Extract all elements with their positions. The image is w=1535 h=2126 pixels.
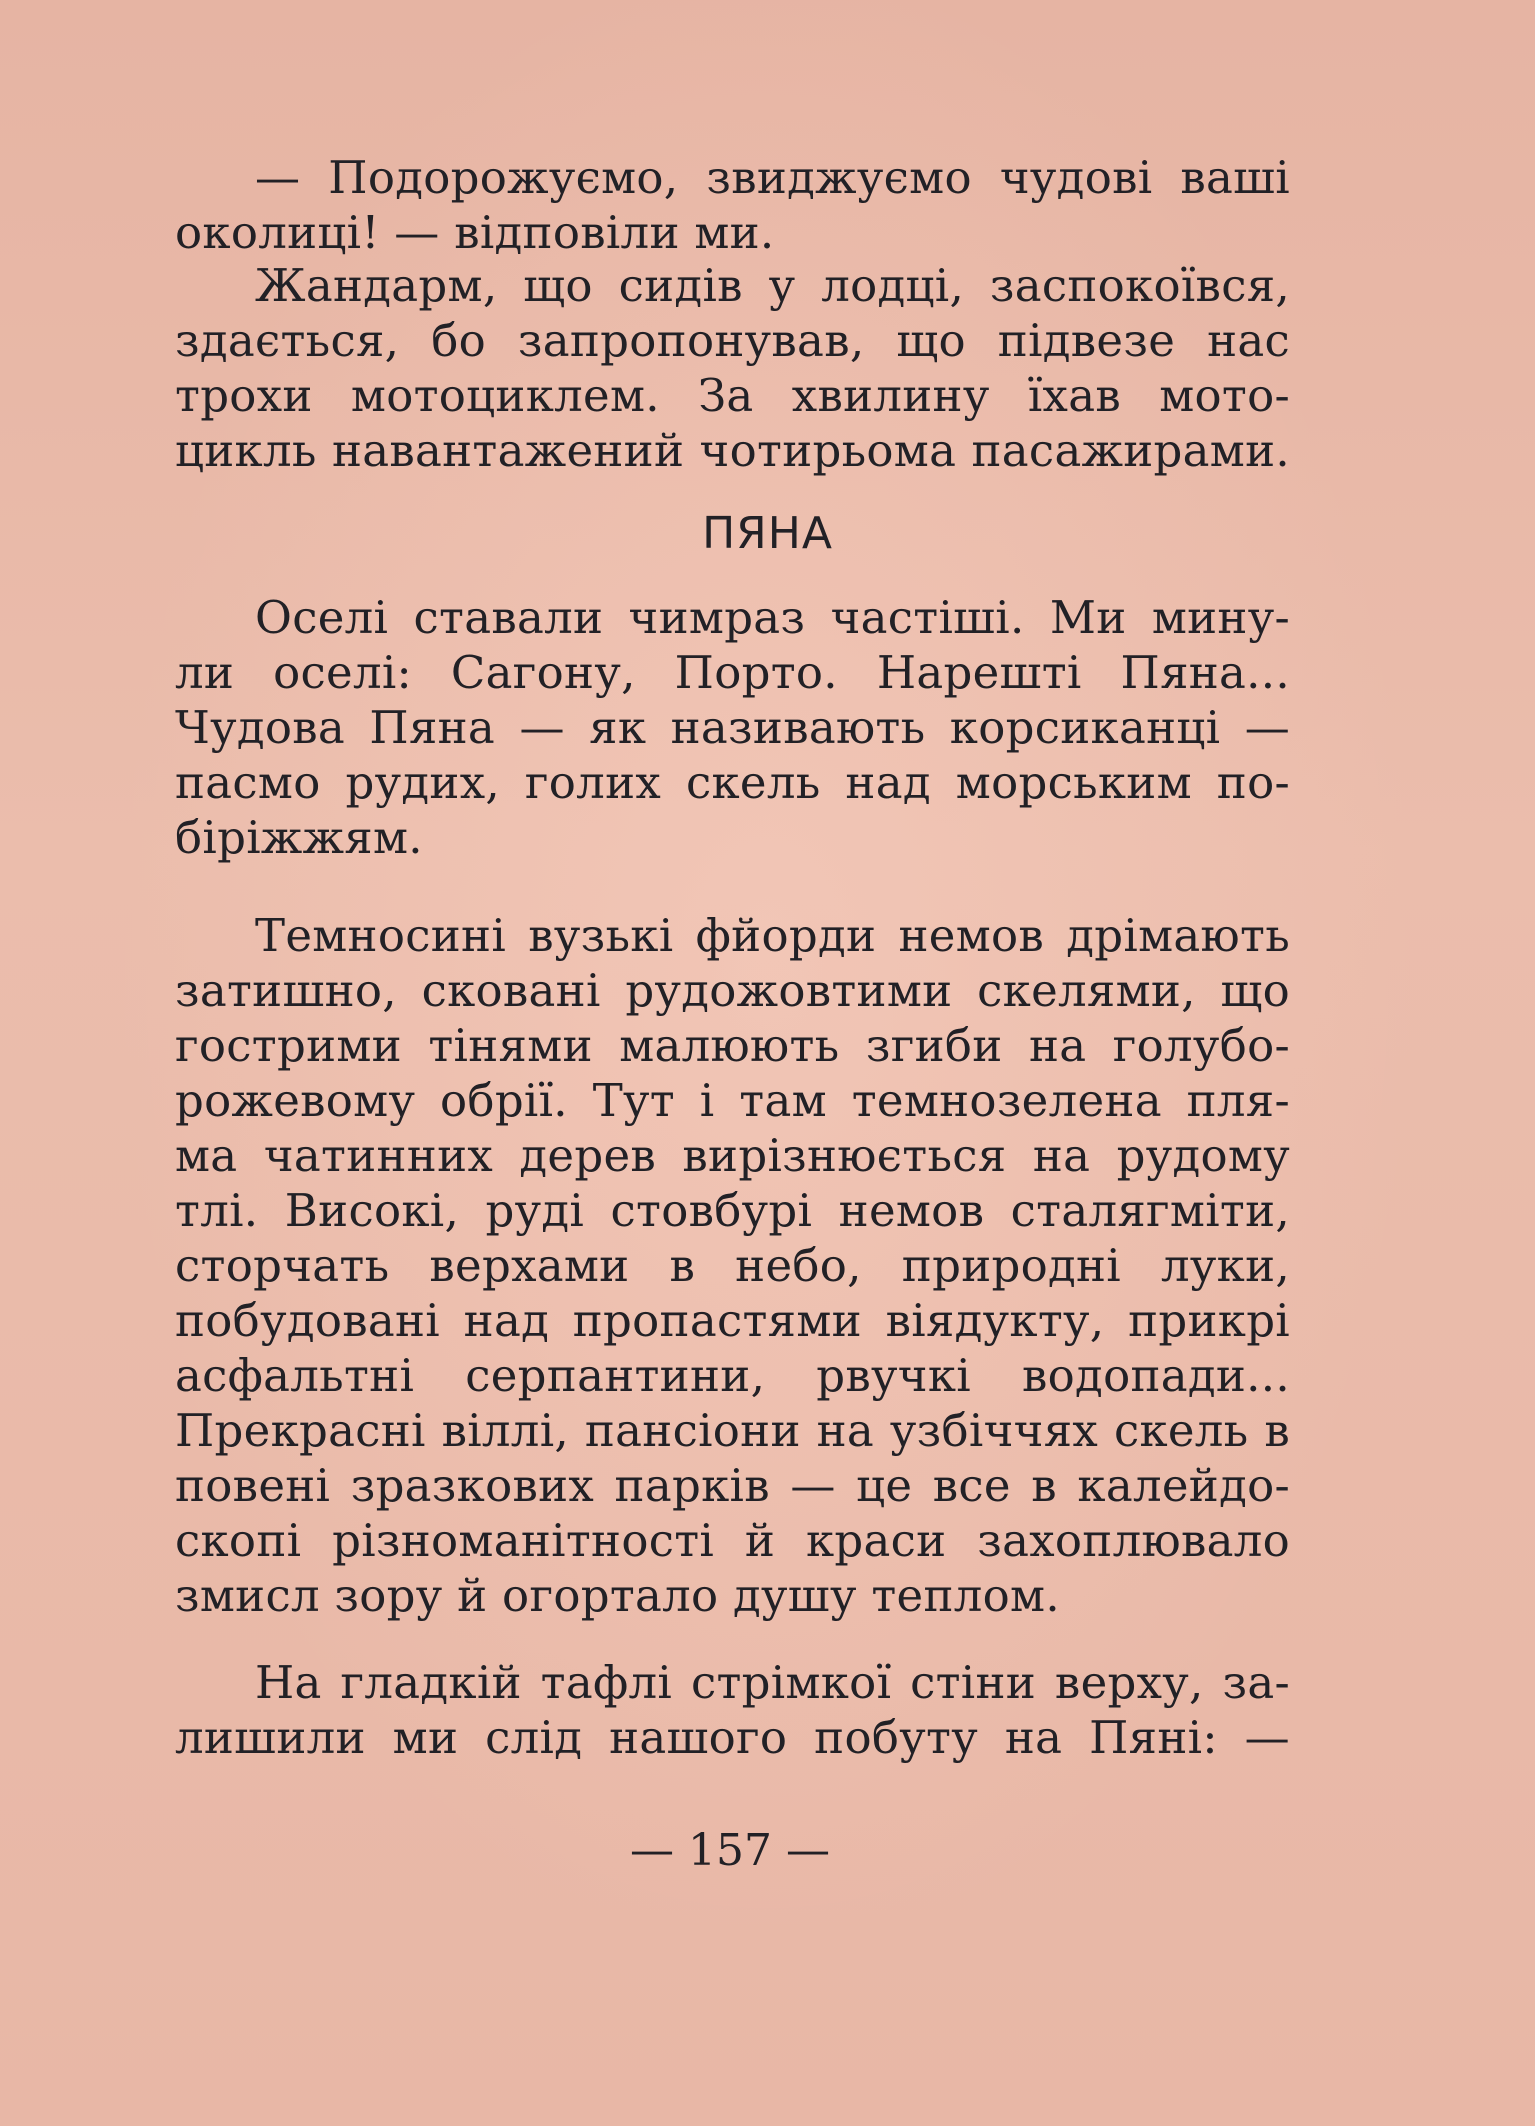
text-line: Темносині вузькі фйорди немов дрімають: [255, 909, 1290, 962]
text-line: Оселі ставали чимраз частіші. Ми мину-: [255, 591, 1290, 644]
text-line: тлі. Високі, руді стовбурі немов сталягміти,: [175, 1184, 1290, 1237]
text-line: побудовані над пропастями віядукту, прикрі: [175, 1294, 1290, 1347]
text-line: лишили ми слід нашого побуту на Пяні: —: [175, 1711, 1290, 1764]
text-line: змисл зору й огортало душу теплом.: [175, 1569, 1060, 1622]
text-line: — Подорожуємо, звиджуємо чудові ваші: [255, 151, 1290, 204]
paragraph-3: [175, 590, 1290, 865]
text-line: здається, бо запропонував, що підвезе нас: [175, 314, 1290, 367]
paragraph-1: [175, 150, 1290, 260]
page-number: — 157 —: [630, 1825, 830, 1876]
text-line: рожевому обрії. Тут і там темнозелена пля-: [175, 1074, 1290, 1127]
text-line: сторчать верхами в небо, природні луки,: [175, 1239, 1290, 1292]
text-line: цикль навантажений чотирьома пасажирами.: [175, 424, 1290, 477]
paragraph-5: [175, 1655, 1290, 1765]
text-line: асфальтні серпантини, рвучкі водопади...: [175, 1349, 1290, 1402]
text-line: Чудова Пяна — як називають корсиканці —: [175, 701, 1290, 754]
text-line: скопі різноманітності й краси захоплювало: [175, 1514, 1290, 1567]
text-line: Жандарм, що сидів у лодці, заспокоївся,: [255, 259, 1290, 312]
text-line: затишно, сковані рудожовтими скелями, що: [175, 964, 1290, 1017]
paragraph-4: [175, 908, 1290, 1623]
text-line: ма чатинних дерев вирізнюється на рудому: [175, 1129, 1290, 1182]
text-line: пасмо рудих, голих скель над морським по-: [175, 756, 1290, 809]
text-line: гострими тінями малюють згиби на голубо-: [175, 1019, 1290, 1072]
text-line: біріжжям.: [175, 811, 423, 864]
text-line: околиці! — відповіли ми.: [175, 206, 775, 259]
text-line: Прекрасні віллі, пансіони на узбіччях скель в: [175, 1404, 1290, 1457]
text-line: повені зразкових парків — це все в калейдо-: [175, 1459, 1290, 1512]
paragraph-2: [175, 258, 1290, 478]
section-heading: ПЯНА: [702, 508, 833, 559]
text-line: На гладкій тафлі стрімкої стіни верху, за-: [255, 1656, 1290, 1709]
text-line: трохи мотоциклем. За хвилину їхав мото-: [175, 369, 1290, 422]
text-line: ли оселі: Сагону, Порто. Нарешті Пяна...: [175, 646, 1290, 699]
